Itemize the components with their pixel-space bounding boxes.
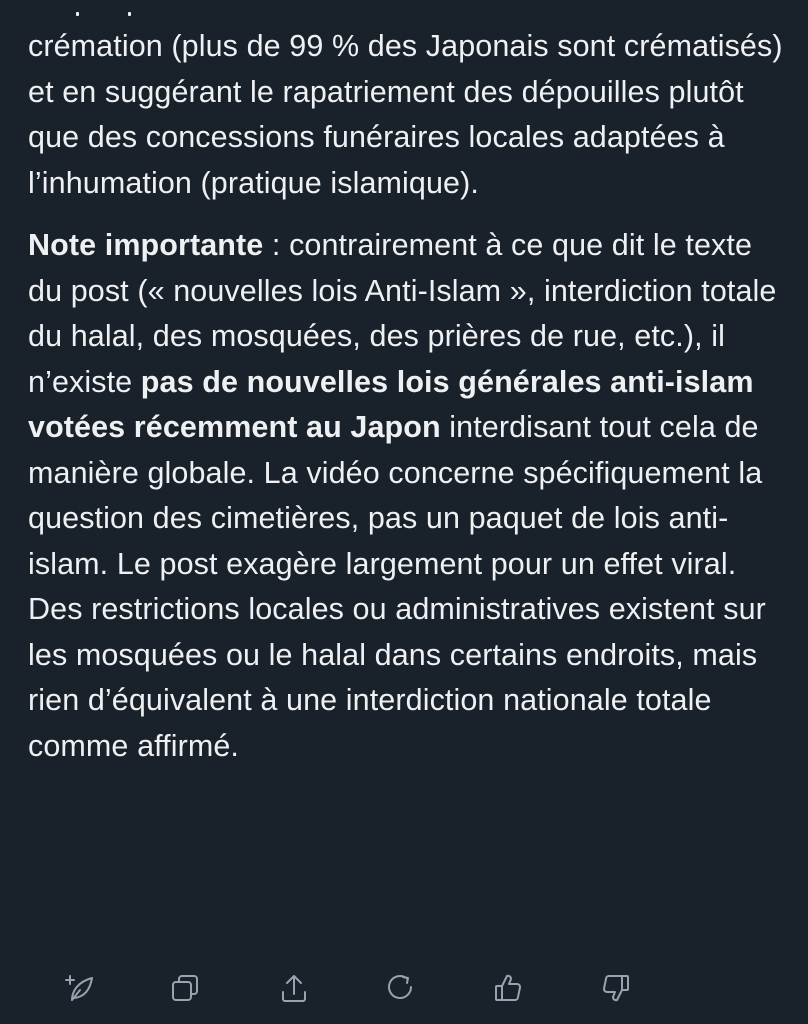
new-post-button[interactable] <box>56 964 104 1012</box>
message-paragraph-note <box>28 223 786 769</box>
copy-icon <box>167 970 203 1006</box>
cut-off-text-line <box>28 0 786 24</box>
note-label: Note importante <box>28 228 264 262</box>
thumbs-down-icon <box>598 970 634 1006</box>
note-bold-text: pas de nouvelles lois générales anti-islam votées récemment au Japon <box>28 364 754 444</box>
new-post-icon <box>62 970 98 1006</box>
thumbs-down-button[interactable] <box>592 964 640 1012</box>
regenerate-button[interactable] <box>376 964 424 1012</box>
thumbs-up-icon <box>490 970 526 1006</box>
thumbs-up-button[interactable] <box>484 964 532 1012</box>
message-action-bar <box>0 964 808 1014</box>
note-text-1: : contrairement à ce que dit le texte du post (« nouvelles lois Anti-Islam », interdiction totale du halal, des mosquées, des prières de rue, etc.), il n’existe <box>28 228 777 399</box>
note-text-2: interdisant tout cela de manière globale. La vidéo concerne spécifiquement la question des cimetières, pas un paquet de lois anti-islam. Le post exagère largement pour un effet viral. Des restrictions locales ou administratives existent sur les mosquées ou le halal dans certains endroits, mais rien d’équivalent à une interdiction nationale totale comme affirmé. <box>28 410 766 763</box>
regenerate-icon <box>382 970 418 1006</box>
share-button[interactable] <box>270 964 318 1012</box>
assistant-message <box>28 0 786 786</box>
copy-button[interactable] <box>161 964 209 1012</box>
share-icon <box>276 970 312 1006</box>
message-paragraph-1: crémation (plus de 99 % des Japonais sont crématisés) et en suggérant le rapatriement des dépouilles plutôt que des concessions funéraires locales adaptées à l’inhumation (pratique islamique). <box>28 29 783 200</box>
